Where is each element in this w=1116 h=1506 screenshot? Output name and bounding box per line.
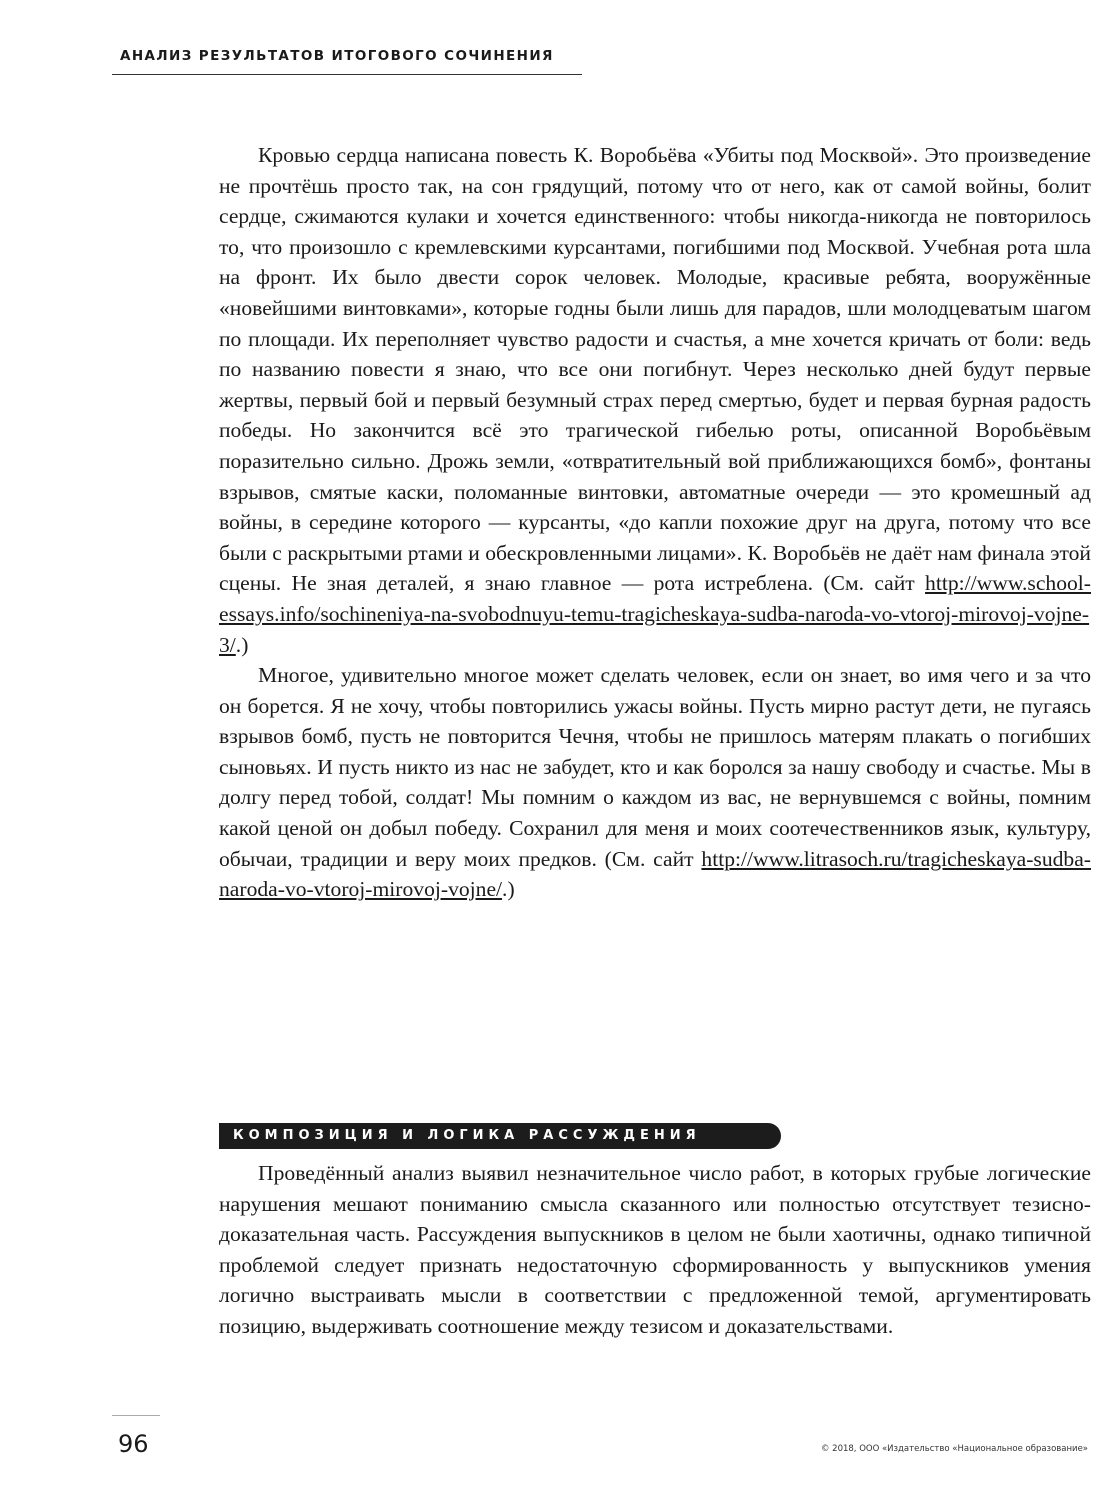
copyright-notice: © 2018, ООО «Издательство «Национальное образование» bbox=[820, 1444, 1088, 1454]
section-heading: КОМПОЗИЦИЯ И ЛОГИКА РАССУЖДЕНИЯ bbox=[219, 1123, 781, 1149]
paragraph-2-tail: .) bbox=[502, 877, 515, 902]
page-number: 96 bbox=[118, 1430, 149, 1458]
main-text bbox=[219, 140, 1091, 905]
paragraph-2 bbox=[219, 660, 1091, 905]
paragraph-2-text: Многое, удивительно многое может сделать человек, если он знает, во имя чего и за что он борется. Я не хочу, чтобы повторились ужасы войны. Пусть мирно растут дети, не пугаясь взрывов бомб, пусть не повторится Чечня, чтобы не пришлось матерям плакать о погибших сыновьях. И пусть никто из нас не забудет, кто и как боролся за нашу свободу и счастье. Мы в долгу перед тобой, солдат! Мы помним о каждом из вас, не вернувшемся с войны, помним какой ценой он добыл победу. Сохранил для меня и моих соотечественников язык, культуру, обычаи, традиции и веру моих предков. (См. сайт bbox=[219, 663, 1091, 871]
footer-rule bbox=[112, 1415, 160, 1416]
header-rule bbox=[112, 74, 582, 75]
paragraph-2-link[interactable]: http://www.litrasoch.ru/tragicheskaya-sudba-naroda-vo-vtoroj-mirovoj-vojne/ bbox=[219, 846, 1091, 902]
section-paragraph: Проведённый анализ выявил незначительное число работ, в которых грубые логические нарушения мешают пониманию смысла сказанного или полностью отсутствует тезисно-доказательная часть. Рассуждения выпускников в целом не были хаотичны, однако типичной проблемой следует признать недостаточную сформированность у выпускников умения логично выстраивать мысли в соответствии с предложенной темой, аргументировать позицию, выдерживать соотношение между тезисом и доказательствами. bbox=[219, 1161, 1091, 1338]
paragraph-1 bbox=[219, 140, 1091, 660]
paragraph-1-tail: .) bbox=[235, 632, 249, 657]
paragraph-1-link[interactable]: http://www.school-essays.info/sochineniya-na-svobodnuyu-temu-tragicheskaya-sudba-naroda-vo-vtoroj-mirovoj-vojne-3/ bbox=[219, 571, 1091, 657]
section-text bbox=[219, 1158, 1091, 1342]
running-title: АНАЛИЗ РЕЗУЛЬТАТОВ ИТОГОВОГО СОЧИНЕНИЯ bbox=[120, 48, 554, 64]
paragraph-1-text: Кровью сердца написана повесть К. Воробьёва «Убиты под Москвой». Это произведение не прочтёшь просто так, на сон грядущий, потому что от него, как от самой войны, болит сердце, сжимаются кулаки и хочется единственного: чтобы никогда-никогда не повторилось то, что произошло с кремлевскими курсантами, погибшими под Москвой. Учебная рота шла на фронт. Их было двести сорок человек. Молодые, красивые ребята, вооружённые «новейшими винтовками», которые годны были лишь для парадов, шли молодцеватым шагом по площади. Их переполняет чувство радости и счастья, а мне хочется кричать от боли: ведь по названию повести я знаю, что все они погибнут. Через несколько дней будут первые жертвы, первый бой и первый безумный страх перед смертью, будет и первая бурная радость победы. Но закончится всё это трагической гибелью роты, описанной Воробьёвым поразительно сильно. Дрожь земли, «отвратительный вой приближающихся бомб», фонтаны взрывов, смятые каски, поломанные винтовки, автоматные очереди — это кромешный ад войны, в середине которого — курсанты, «до капли похожие друг на друга, потому что все были с раскрытыми ртами и обескровленными лицами». К. Воробьёв не даёт нам финала этой сцены. Не зная деталей, я знаю главное — рота истреблена. (См. сайт bbox=[219, 143, 1091, 596]
